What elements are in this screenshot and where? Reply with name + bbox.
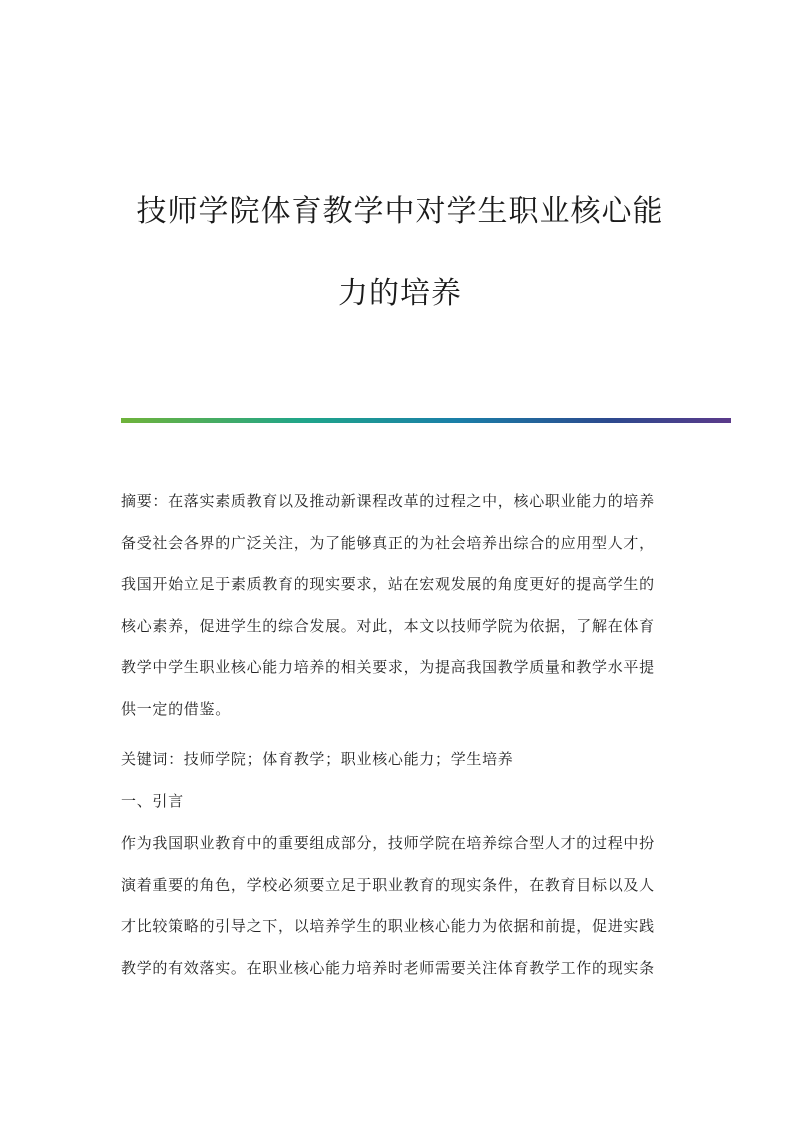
title-divider bbox=[121, 418, 731, 423]
abstract-line: 我国开始立足于素质教育的现实要求，站在宏观发展的角度更好的提高学生的 bbox=[121, 575, 655, 593]
abstract-line: 摘要：在落实素质教育以及推动新课程改革的过程之中，核心职业能力的培养 bbox=[121, 492, 655, 510]
abstract-line: 核心素养，促进学生的综合发展。对此，本文以技师学院为依据，了解在体育 bbox=[121, 616, 655, 635]
body-line: 教学的有效落实。在职业核心能力培养时老师需要关注体育教学工作的现实条 bbox=[121, 958, 655, 977]
abstract-line: 教学中学生职业核心能力培养的相关要求，为提高我国教学质量和教学水平提 bbox=[121, 658, 655, 676]
abstract-paragraph bbox=[121, 481, 681, 730]
body-line: 才比较策略的引导之下，以培养学生的职业核心能力为依据和前提，促进实践 bbox=[121, 917, 655, 935]
body-line: 演着重要的角色，学校必须要立足于职业教育的现实条件，在教育目标以及人 bbox=[121, 875, 655, 894]
body-line: 作为我国职业教育中的重要组成部分，技师学院在培养综合型人才的过程中扮 bbox=[121, 834, 655, 852]
introduction-paragraph bbox=[121, 823, 681, 989]
keywords-line: 关键词：技师学院；体育教学；职业核心能力；学生培养 bbox=[121, 750, 514, 768]
document-title-line-2: 力的培养 bbox=[338, 276, 462, 311]
section-heading-introduction: 一、引言 bbox=[121, 792, 184, 810]
abstract-line: 供一定的借鉴。 bbox=[121, 699, 231, 718]
document-title-line-1: 技师学院体育教学中对学生职业核心能 bbox=[136, 194, 664, 229]
abstract-line: 备受社会各界的广泛关注，为了能够真正的为社会培养出综合的应用型人才， bbox=[121, 533, 655, 552]
